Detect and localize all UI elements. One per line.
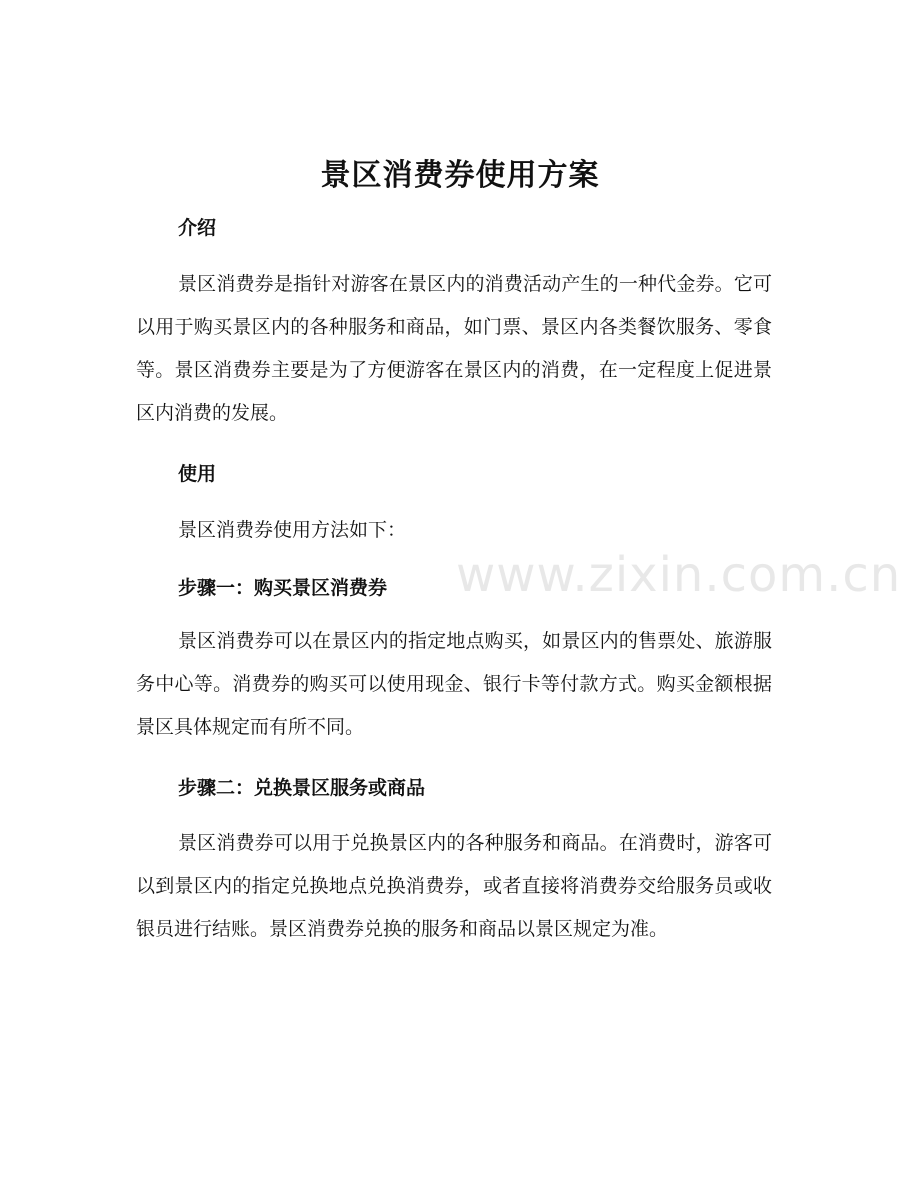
section-paragraph-usage: 景区消费券使用方法如下： — [178, 519, 407, 541]
section-heading-step-one: 步骤一：购买景区消费券 — [178, 577, 388, 599]
watermark-text: www.zixin.com.cn — [456, 547, 902, 603]
section-paragraph-step-one: 景区消费券可以在景区内的指定地点购买，如景区内的售票处、旅游服务中心等。消费券的购买可以使用现金、银行卡等付款方式。购买金额根据景区具体规定而有所不同。 — [136, 630, 772, 738]
section-heading-usage: 使用 — [178, 463, 217, 485]
section-heading-intro: 介绍 — [178, 217, 217, 239]
section-paragraph-step-two: 景区消费券可以用于兑换景区内的各种服务和商品。在消费时，游客可以到景区内的指定兑换地点兑换消费券，或者直接将消费券交给服务员或收银员进行结账。景区消费券兑换的服务和商品以景区规定为准。 — [136, 832, 772, 940]
section-paragraph-intro: 景区消费券是指针对游客在景区内的消费活动产生的一种代金券。它可以用于购买景区内的各种服务和商品，如门票、景区内各类餐饮服务、零食等。景区消费券主要是为了方便游客在景区内的消费，在一定程度上促进景区内消费的发展。 — [136, 273, 772, 424]
section-heading-step-two: 步骤二：兑换景区服务或商品 — [178, 777, 426, 799]
document-title: 景区消费券使用方案 — [320, 158, 600, 193]
